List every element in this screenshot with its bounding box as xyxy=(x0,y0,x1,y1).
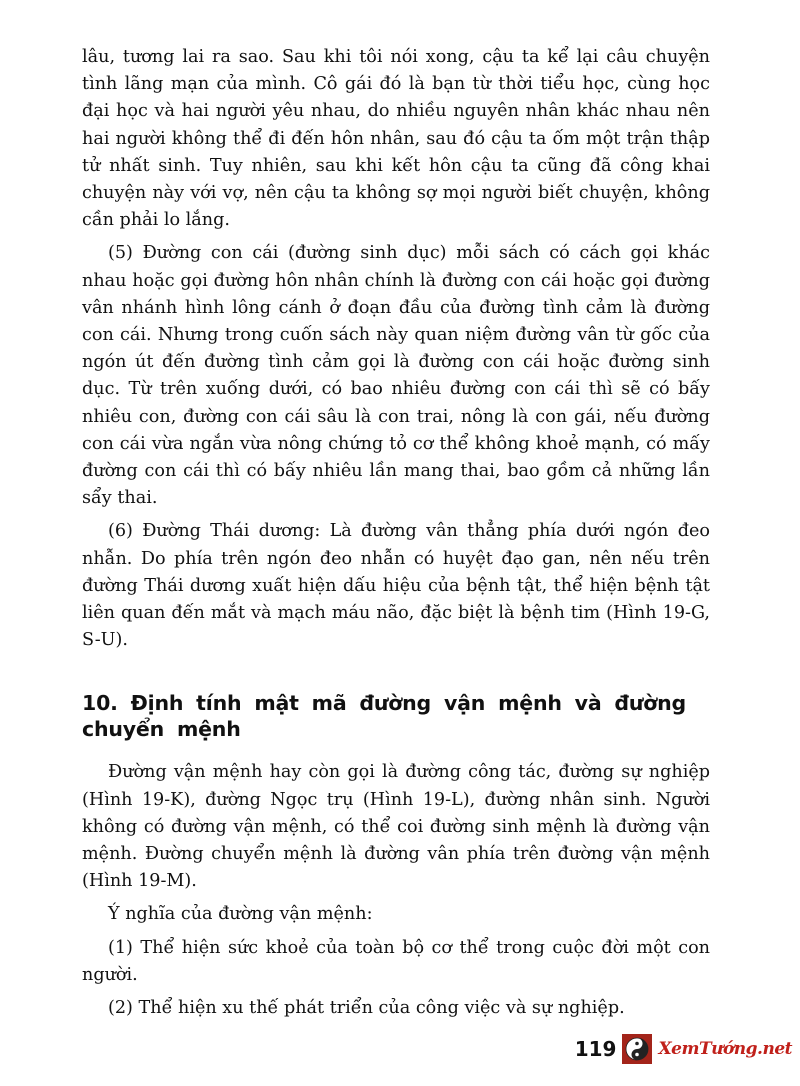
section-heading: 10. Định tính mật mã đường vận mệnh và đường chuyển mệnh xyxy=(82,691,687,742)
book-page xyxy=(82,44,710,1022)
paragraph-item-5: (5) Đường con cái (đường sinh dục) mỗi sách có cách gọi khác nhau hoặc gọi đường hôn nhân chính là đường con cái hoặc gọi đường vân nhánh hình lông cánh ở đoạn đầu của đường tình cảm là đường con cái. Nhưng trong cuốn sách này quan niệm đường vân từ gốc của ngón út đến đường tình cảm gọi là đường con cái hoặc đường sinh dục. Từ trên xuống dưới, có bao nhiêu đường con cái thì sẽ có bấy nhiêu con, đường con cái sâu là con trai, nông là con gái, nếu đường con cái vừa ngắn vừa nông chứng tỏ cơ thể không khoẻ mạnh, có mấy đường con cái thì có bấy nhiêu lần mang thai, bao gồm cả những lần sẩy thai. xyxy=(82,243,710,509)
watermark-text: XemTướng.net xyxy=(658,1039,792,1059)
paragraph-item-6: (6) Đường Thái dương: Là đường vân thẳng phía dưới ngón đeo nhẫn. Do phía trên ngón đeo nhẫn có huyệt đạo gan, nên nếu trên đường Thái dương xuất hiện dấu hiệu của bệnh tật, thể hiện bệnh tật liên quan đến mắt và mạch máu não, đặc biệt là bệnh tim (Hình 19-G, S-U). xyxy=(82,521,710,651)
watermark-logo xyxy=(622,1034,652,1064)
paragraph-meaning-1: (1) Thể hiện sức khoẻ của toàn bộ cơ thể trong cuộc đời một con người. xyxy=(82,937,710,985)
page-number: 119 xyxy=(574,1037,617,1061)
page-footer xyxy=(575,1033,792,1065)
yin-yang-icon xyxy=(625,1037,649,1061)
paragraph-story: lâu, tương lai ra sao. Sau khi tôi nói xong, cậu ta kể lại câu chuyện tình lãng mạn của mình. Cô gái đó là bạn từ thời tiểu học, cùng học đại học và hai người yêu nhau, do nhiều nguyên nhân khác nhau nên hai người không thể đi đến hôn nhân, sau đó cậu ta ốm một trận thập tử nhất sinh. Tuy nhiên, sau khi kết hôn cậu ta cũng đã công khai chuyện này với vợ, nên cậu ta không sợ mọi người biết chuyện, không cần phải lo lắng. xyxy=(82,47,710,231)
paragraph-fate-line-intro: Đường vận mệnh hay còn gọi là đường công tác, đường sự nghiệp (Hình 19-K), đường Ngọc trụ (Hình 19-L), đường nhân sinh. Người không có đường vận mệnh, có thể coi đường sinh mệnh là đường vận mệnh. Đường chuyển mệnh là đường vân phía trên đường vận mệnh (Hình 19-M). xyxy=(82,762,710,892)
paragraph-meaning-2: (2) Thể hiện xu thế phát triển của công việc và sự nghiệp. xyxy=(108,998,625,1019)
paragraph-meaning-label: Ý nghĩa của đường vận mệnh: xyxy=(108,904,373,925)
